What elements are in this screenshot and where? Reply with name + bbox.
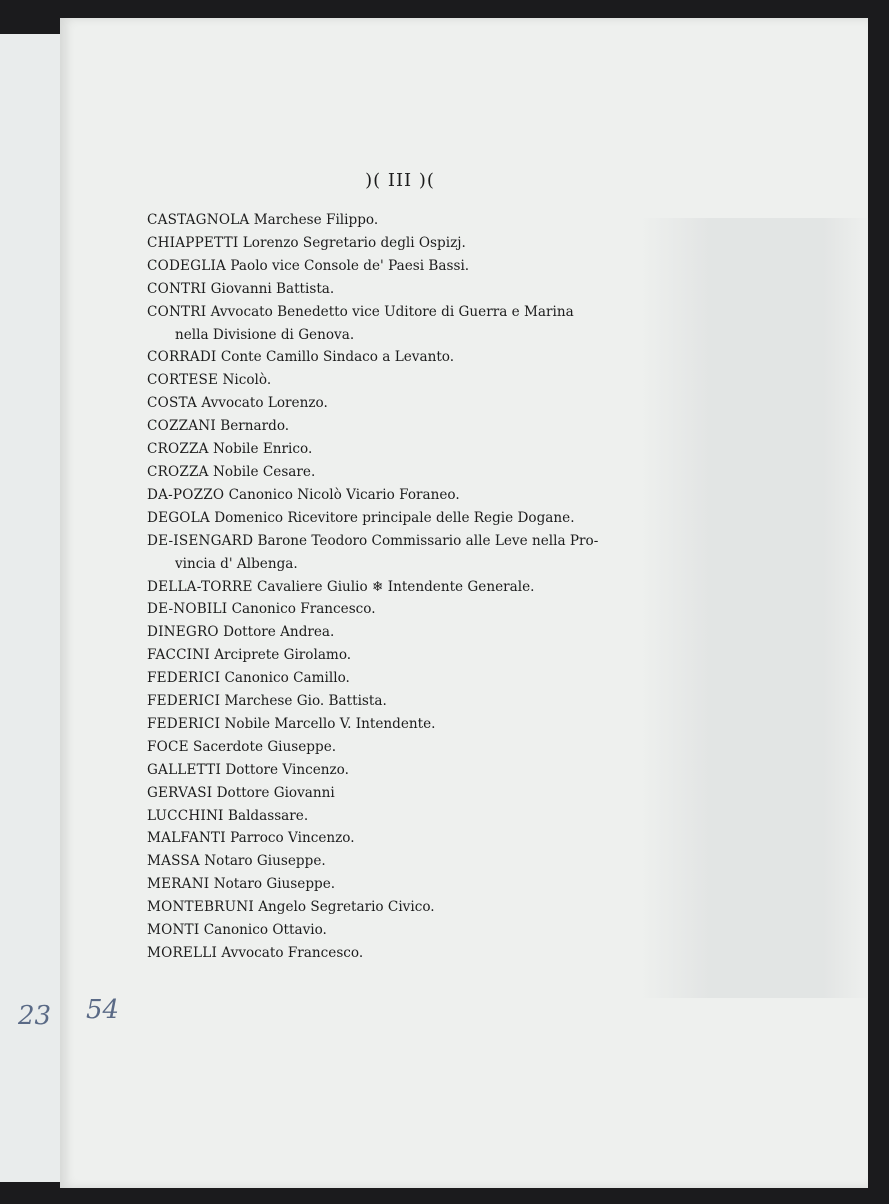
- entry-details: Paolo vice Console de' Paesi Bassi.: [230, 257, 470, 274]
- list-item: [147, 484, 667, 507]
- entry-surname: DELLA-TORRE: [147, 578, 253, 595]
- entry-surname: MONTEBRUNI: [147, 899, 254, 916]
- entry-surname: DA-POZZO: [147, 486, 225, 503]
- entry-surname: CODEGLIA: [147, 257, 227, 274]
- entry-details: Marchese Filippo.: [253, 212, 379, 228]
- show-through-area: [640, 218, 870, 998]
- entry-surname: CASTAGNOLA: [147, 212, 250, 228]
- entry-details: Avvocato Lorenzo.: [201, 395, 328, 412]
- entry-details: Dottore Andrea.: [223, 624, 335, 641]
- entry-surname: GERVASI: [147, 784, 213, 801]
- entry-details: Arciprete Girolamo.: [214, 647, 352, 664]
- list-item: [147, 759, 667, 782]
- entry-details: Avvocato Benedetto vice Uditore di Guerra e Marina: [210, 303, 574, 320]
- entry-details: Bernardo.: [220, 418, 290, 435]
- entry-surname: FOCE: [147, 738, 189, 755]
- entry-details: Sacerdote Giuseppe.: [193, 738, 337, 755]
- list-item: [147, 919, 667, 942]
- entry-details: Conte Camillo Sindaco a Levanto.: [220, 349, 455, 366]
- entry-details: Dottore Giovanni: [216, 784, 335, 801]
- entry-surname: CORTESE: [147, 372, 219, 389]
- entry-details: Notaro Giuseppe.: [213, 876, 336, 893]
- entry-details: Cavaliere Giulio ❄ Intendente Generale.: [256, 578, 535, 595]
- entry-surname: MONTI: [147, 922, 200, 939]
- entry-details: Nicolò.: [222, 372, 272, 389]
- list-item: [147, 232, 667, 255]
- list-item-continuation: [147, 553, 667, 576]
- entry-surname: GALLETTI: [147, 761, 222, 778]
- list-item-continuation: [147, 324, 667, 347]
- list-item: [147, 461, 667, 484]
- entry-details: Marchese Gio. Battista.: [224, 693, 387, 710]
- entry-surname: MASSA: [147, 853, 200, 870]
- entry-continuation: vincia d' Albenga.: [175, 555, 298, 572]
- list-item: [147, 369, 667, 392]
- entry-details: Canonico Camillo.: [224, 670, 350, 687]
- entry-details: Barone Teodoro Commissario alle Leve nella Pro-: [257, 532, 599, 549]
- entry-surname: FEDERICI: [147, 693, 221, 710]
- entry-surname: MORELLI: [147, 945, 218, 961]
- entry-surname: FEDERICI: [147, 670, 221, 687]
- list-item: [147, 827, 667, 850]
- entry-details: Giovanni Battista.: [210, 280, 335, 297]
- entry-surname: LUCCHINI: [147, 807, 224, 824]
- list-item: [147, 598, 667, 621]
- entry-details: Dottore Vincenzo.: [225, 761, 349, 778]
- entry-surname: CORRADI: [147, 349, 217, 366]
- entry-surname: MALFANTI: [147, 830, 226, 847]
- entry-details: Angelo Segretario Civico.: [258, 899, 435, 916]
- entry-details: Nobile Marcello V. Intendente.: [224, 715, 436, 732]
- list-item: [147, 392, 667, 415]
- entry-surname: CROZZA: [147, 463, 209, 480]
- entry-surname: FEDERICI: [147, 715, 221, 732]
- list-item: [147, 736, 667, 759]
- margin-note: 23: [18, 1001, 52, 1031]
- entry-details: Nobile Enrico.: [213, 441, 313, 458]
- list-item: [147, 438, 667, 461]
- entry-surname: DE-NOBILI: [147, 601, 228, 618]
- entry-details: Lorenzo Segretario degli Ospizj.: [242, 234, 466, 251]
- entry-details: Domenico Ricevitore principale delle Regie Dogane.: [214, 509, 575, 526]
- entry-continuation: nella Divisione di Genova.: [175, 326, 355, 343]
- list-item: [147, 782, 667, 805]
- list-item: [147, 278, 667, 301]
- entry-details: Canonico Ottavio.: [203, 922, 327, 939]
- entry-details: Notaro Giuseppe.: [204, 853, 326, 870]
- entry-surname: COZZANI: [147, 418, 216, 435]
- handwritten-notes: [0, 995, 150, 1035]
- entry-details: Nobile Cesare.: [213, 463, 316, 480]
- list-item: [147, 507, 667, 530]
- margin-note: 54: [86, 995, 120, 1025]
- list-item: [147, 621, 667, 644]
- entry-surname: DEGOLA: [147, 509, 210, 526]
- entry-surname: CONTRI: [147, 303, 207, 320]
- list-item: [147, 805, 667, 828]
- entry-details: Baldassare.: [227, 807, 309, 824]
- page-number: )( III )(: [365, 170, 435, 191]
- entry-surname: CONTRI: [147, 280, 207, 297]
- name-list: [147, 209, 667, 965]
- list-item: [147, 713, 667, 736]
- list-item: [147, 346, 667, 369]
- list-item: [147, 873, 667, 896]
- list-item: [147, 301, 667, 324]
- list-item: [147, 415, 667, 438]
- entry-details: Canonico Francesco.: [231, 601, 376, 618]
- list-item: [147, 255, 667, 278]
- list-item: [147, 690, 667, 713]
- list-item: [147, 896, 667, 919]
- entry-surname: CHIAPPETTI: [147, 234, 239, 251]
- entry-surname: COSTA: [147, 395, 197, 412]
- list-item: [147, 942, 667, 965]
- list-item: [147, 667, 667, 690]
- entry-surname: CROZZA: [147, 441, 209, 458]
- list-item: [147, 209, 667, 232]
- entry-details: Canonico Nicolò Vicario Foraneo.: [228, 486, 460, 503]
- list-item: [147, 530, 667, 553]
- entry-surname: DINEGRO: [147, 624, 219, 641]
- list-item: [147, 850, 667, 873]
- entry-details: Avvocato Francesco.: [221, 945, 364, 961]
- entry-surname: MERANI: [147, 876, 210, 893]
- list-item: [147, 576, 667, 599]
- entry-details: Parroco Vincenzo.: [230, 830, 355, 847]
- entry-surname: FACCINI: [147, 647, 210, 664]
- list-item: [147, 644, 667, 667]
- entry-surname: DE-ISENGARD: [147, 532, 254, 549]
